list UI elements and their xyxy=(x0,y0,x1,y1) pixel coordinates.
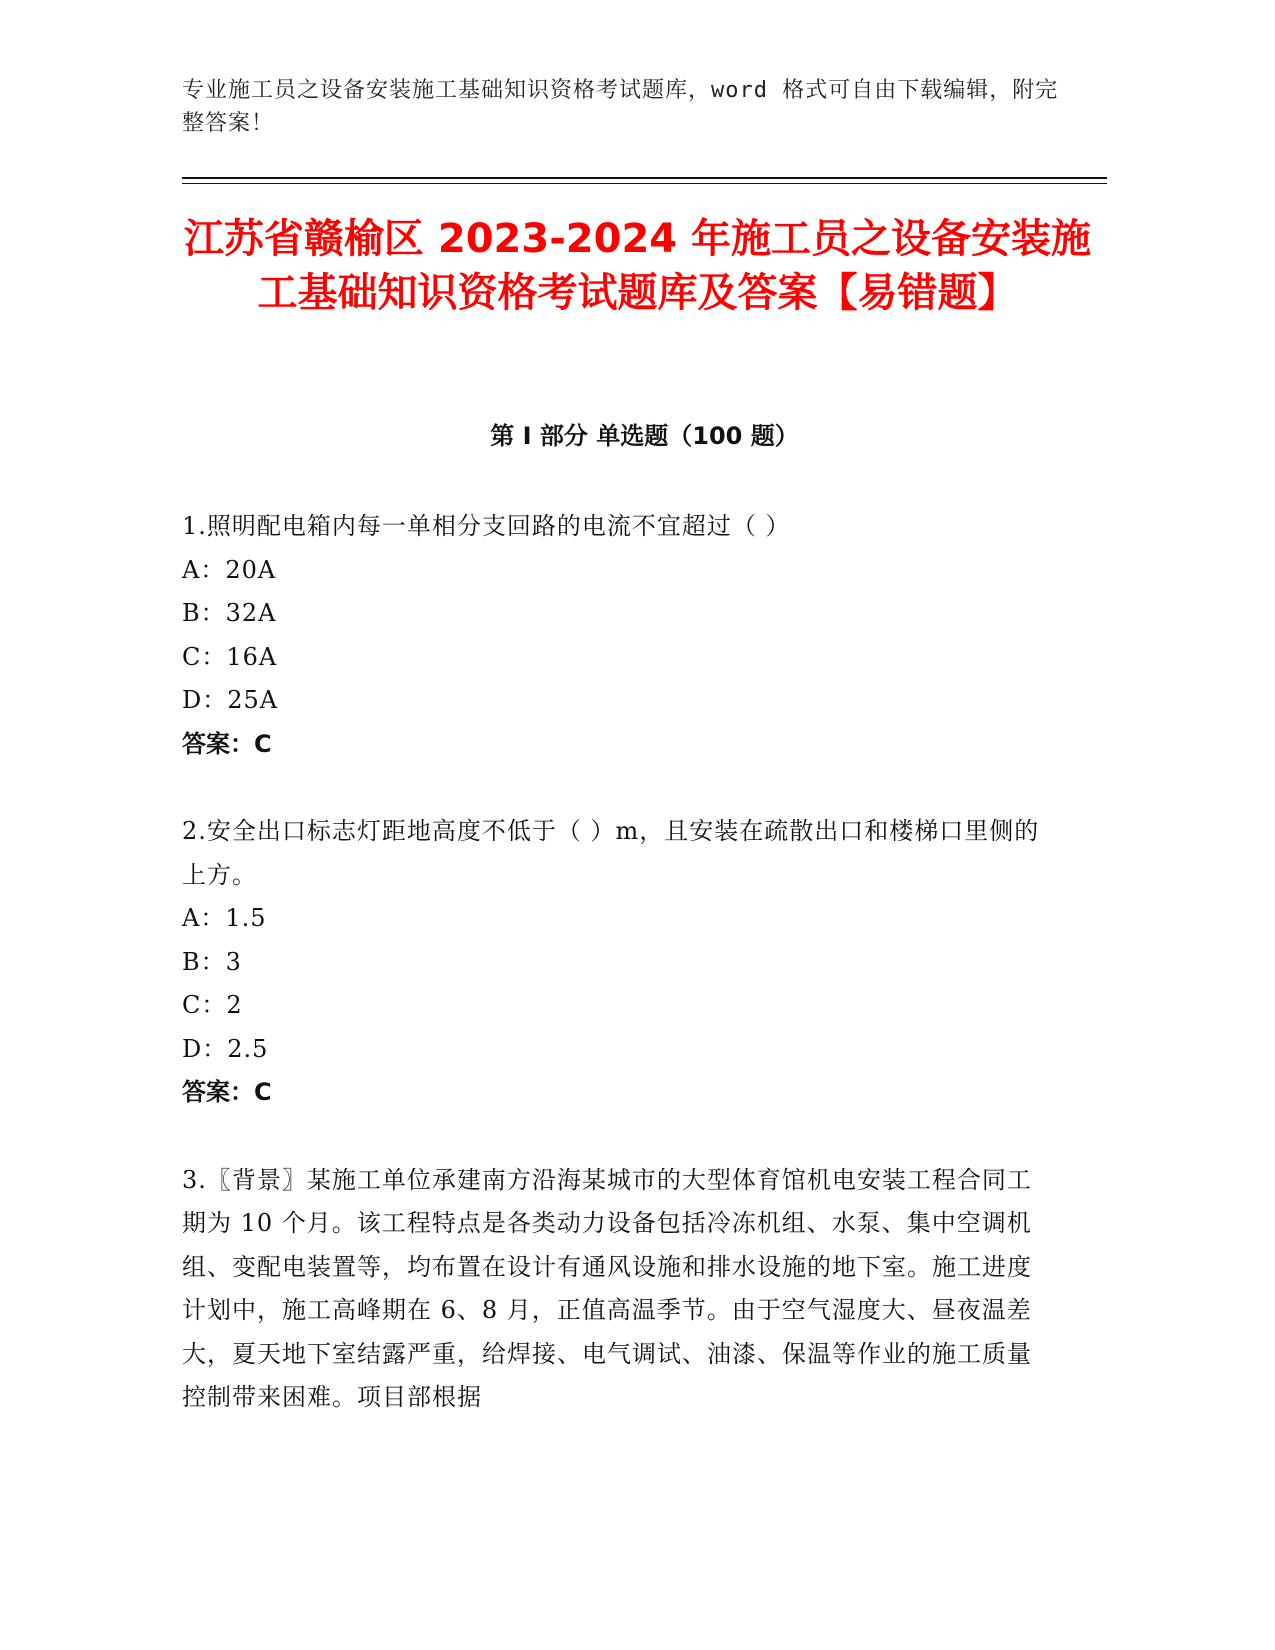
question-1 xyxy=(182,505,1042,766)
option-a: A：20A xyxy=(182,555,277,584)
question-stem: 2.安全出口标志灯距地高度不低于（ ）m，且安装在疏散出口和楼梯口里侧的上方。 xyxy=(182,817,1040,889)
option-d: D：2.5 xyxy=(182,1034,269,1063)
answer-line: 答案：C xyxy=(182,729,272,758)
question-list xyxy=(182,505,1042,1464)
header-note: 专业施工员之设备安装施工基础知识资格考试题库，word 格式可自由下载编辑，附完整答案！ xyxy=(182,78,1059,136)
option-b: B：32A xyxy=(182,599,277,627)
answer-line: 答案：C xyxy=(182,1078,272,1106)
option-c: C：2 xyxy=(182,991,243,1019)
question-stem: 3.〖背景〗某施工单位承建南方沿海某城市的大型体育馆机电安装工程合同工期为 10 个月。该工程特点是各类动力设备包括冷冻机组、水泵、集中空调机组、变配电装置等，均布置在设计有通风设施和排水设施的地下室。施工进度计划中，施工高峰期在 6、8 月，正值高温季节。由于空气湿度大、昼夜温差大，夏天地下室结露严重，给焊接、电气调试、油漆、保温等作业的施工质量控制带来困难。项目部根据 xyxy=(182,1165,1032,1411)
option-d: D：25A xyxy=(182,686,279,714)
header-rule-thin xyxy=(182,183,1107,184)
option-a: A：1.5 xyxy=(182,904,267,932)
question-stem: 1.照明配电箱内每一单相分支回路的电流不宜超过（ ） xyxy=(182,512,791,540)
option-b: B：3 xyxy=(182,947,242,976)
document-title: 江苏省赣榆区 2023-2024 年施工员之设备安装施工基础知识资格考试题库及答案【易错题】 xyxy=(183,216,1092,316)
option-c: C：16A xyxy=(182,642,278,671)
question-3 xyxy=(182,1159,1042,1420)
header-rule-thick xyxy=(182,177,1107,179)
question-2 xyxy=(182,810,1042,1115)
section-heading: 第 I 部分 单选题（100 题） xyxy=(490,422,799,450)
